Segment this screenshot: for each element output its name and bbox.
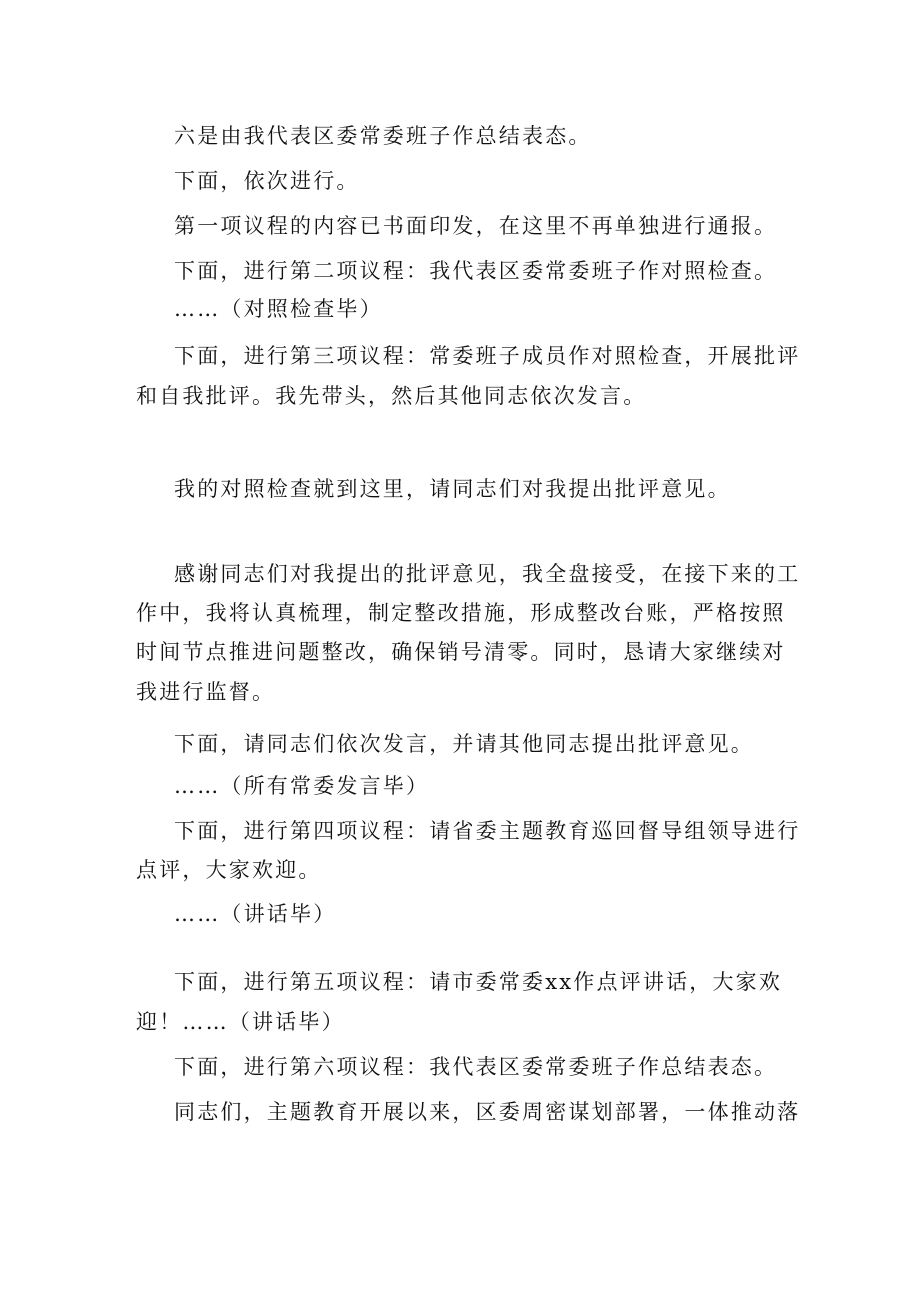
paragraph-line: 下面，进行第二项议程：我代表区委常委班子作对照检查。 [174,259,778,283]
paragraph-line: 下面，进行第六项议程：我代表区委常委班子作总结表态。 [174,1055,778,1079]
paragraph-line: 下面，进行第五项议程：请市委常委xx作点评讲话，大家欢 [174,970,783,994]
paragraph-line: 下面，进行第三项议程：常委班子成员作对照检查，开展批评 [174,344,801,368]
paragraph-line: 我的对照检查就到这里，请同志们对我提出批评意见。 [174,477,731,501]
paragraph-line: 感谢同志们对我提出的批评意见，我全盘接受，在接下来的工 [174,562,801,586]
paragraph-line: ……（讲话毕） [174,902,337,926]
paragraph-line: 我进行监督。 [136,680,276,704]
paragraph-line: 时间节点推进问题整改，确保销号清零。同时，恳请大家继续对 [136,640,786,664]
paragraph-line: 下面，请同志们依次发言，并请其他同志提出批评意见。 [174,732,754,756]
paragraph-line: 点评，大家欢迎。 [136,858,322,882]
paragraph-line: 第一项议程的内容已书面印发，在这里不再单独进行通报。 [174,214,778,238]
paragraph-line: 同志们，主题教育开展以来，区委周密谋划部署，一体推动落 [174,1100,801,1124]
paragraph-line: 和自我批评。我先带头，然后其他同志依次发言。 [136,384,647,408]
paragraph-line: 六是由我代表区委常委班子作总结表态。 [174,124,592,148]
paragraph-line: 下面，依次进行。 [174,169,360,193]
paragraph-line: ……（所有常委发言毕） [174,774,430,798]
paragraph-line: 下面，进行第四项议程：请省委主题教育巡回督导组领导进行 [174,819,801,843]
paragraph-line: 迎！……（讲话毕） [136,1010,345,1034]
paragraph-line: 作中，我将认真梳理，制定整改措施，形成整改台账，严格按照 [136,601,786,625]
paragraph-line: ……（对照检查毕） [174,297,383,321]
